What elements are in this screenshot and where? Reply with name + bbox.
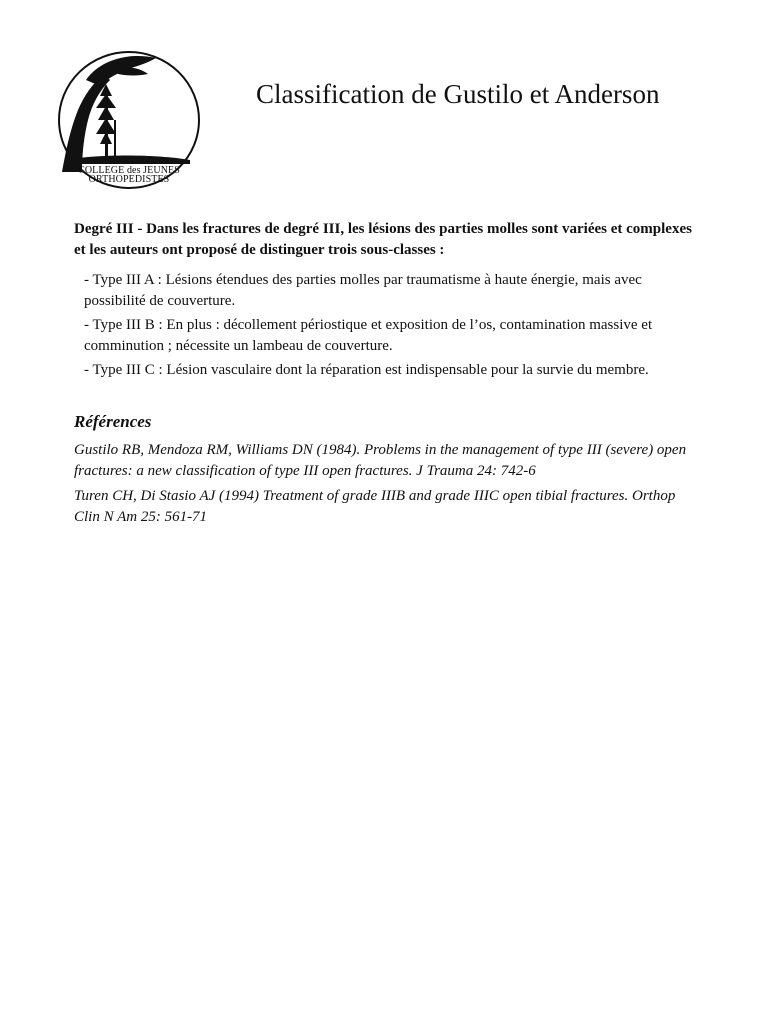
reference-item: Turen CH, Di Stasio AJ (1994) Treatment of grade IIIB and grade IIIC open tibial fractures. Orthop Clin N Am 25: 561-71 (74, 488, 676, 525)
references-heading: Références (74, 412, 152, 431)
references-list (74, 440, 694, 532)
college-logo (56, 50, 202, 192)
logo-text-line1: COLLEGE des JEUNES (78, 165, 180, 176)
reference-item: Gustilo RB, Mendoza RM, Williams DN (1984). Problems in the management of type III (severe) open fractures: a new classification of type III open fractures. J Trauma 24: 742-6 (74, 442, 687, 479)
list-item-type-iiia: - Type III A : Lésions étendues des parties molles par traumatisme à haute énergie, mais avec possibilité de couverture. (84, 272, 642, 309)
intro-paragraph: Degré III - Dans les fractures de degré III, les lésions des parties molles sont variées et complexes et les auteurs ont proposé de distinguer trois sous-classes : (74, 221, 692, 258)
page-title: Classification de Gustilo et Anderson (256, 79, 660, 109)
type-list (84, 270, 694, 384)
list-item-type-iiib: - Type III B : En plus : décollement périostique et exposition de l’os, contamination massive et comminution ; nécessite un lambeau de couverture. (84, 317, 653, 354)
logo-text-line2: ORTHOPEDISTES (88, 174, 170, 185)
list-item-type-iiic: - Type III C : Lésion vasculaire dont la réparation est indispensable pour la survie du membre. (84, 362, 649, 378)
